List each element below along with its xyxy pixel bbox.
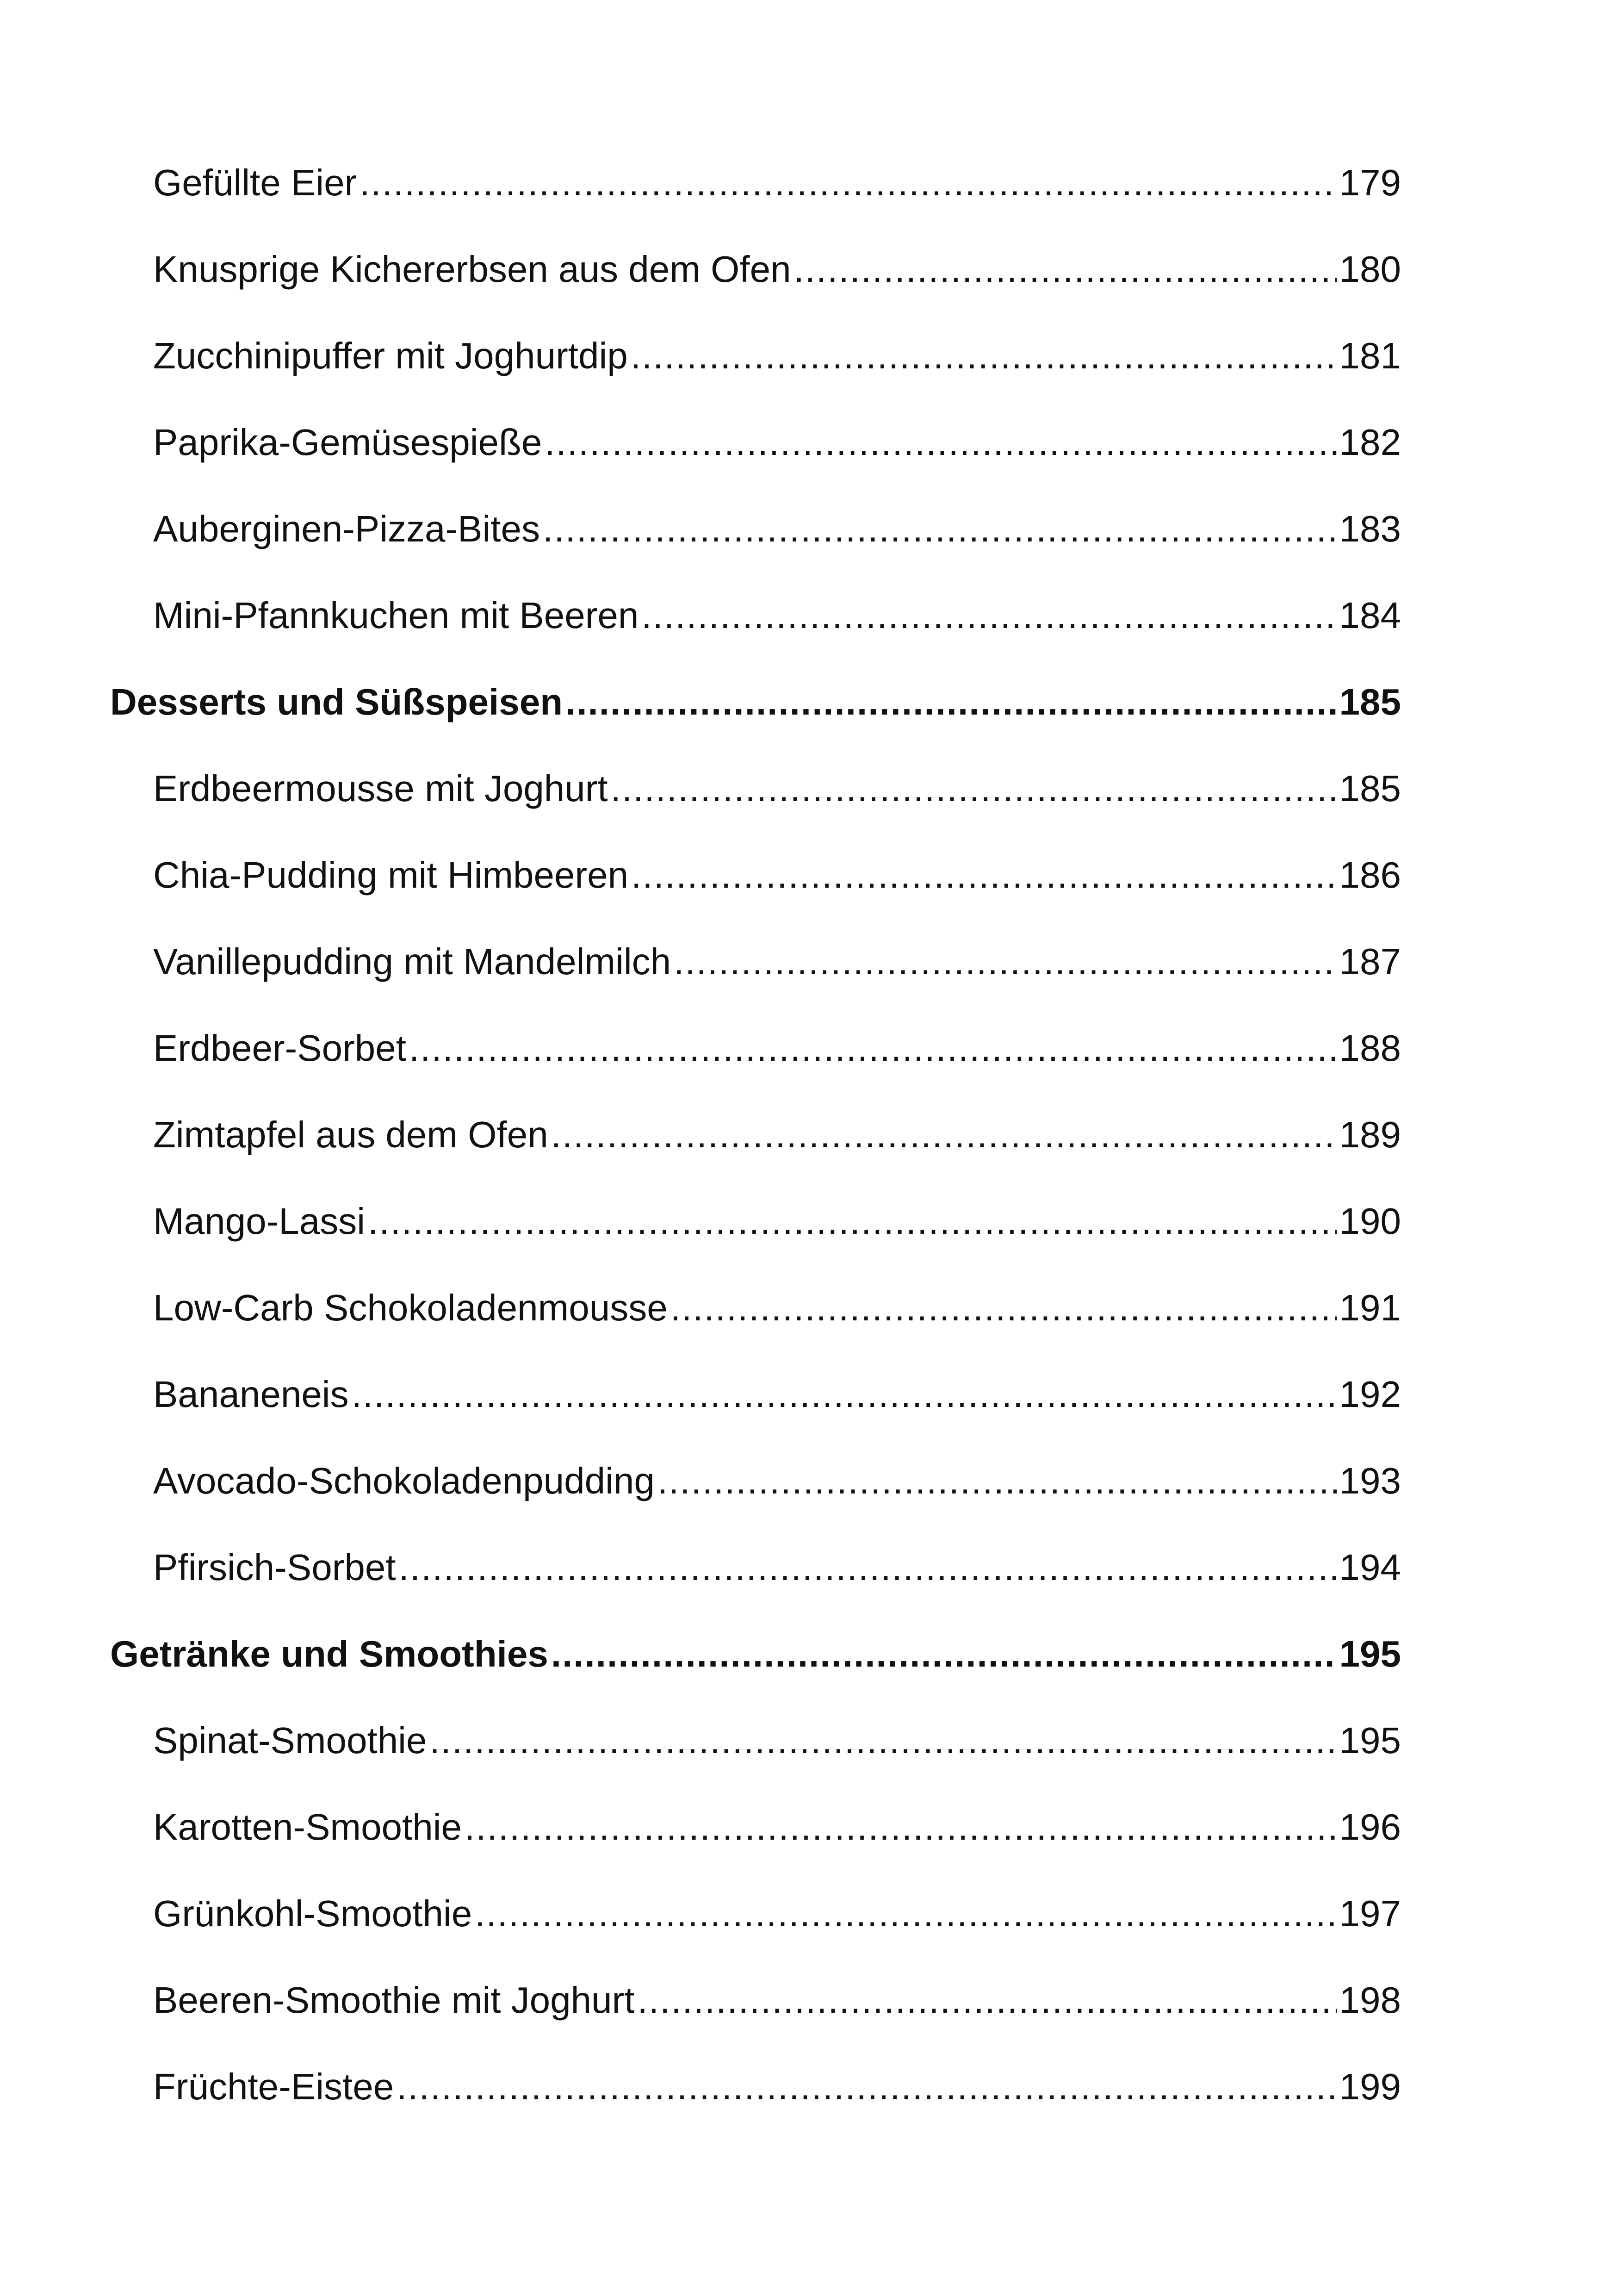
toc-entry-page: 195 — [1339, 1720, 1401, 1761]
toc-entry-page: 181 — [1339, 335, 1401, 376]
toc-entry-title: Zimtapfel aus dem Ofen — [153, 1114, 548, 1155]
toc-entry-title: Spinat-Smoothie — [153, 1720, 427, 1761]
toc-entry[interactable] — [110, 1027, 1401, 1116]
toc-chapter-title: Getränke und Smoothies — [110, 1633, 548, 1674]
toc-entry[interactable] — [110, 1549, 1401, 1636]
dot-leader — [638, 1982, 1337, 2019]
toc-entry-page: 179 — [1339, 162, 1401, 203]
toc-entry-page: 194 — [1339, 1547, 1401, 1588]
toc-entry-page: 197 — [1339, 1893, 1401, 1934]
toc-entry-title: Avocado-Schokoladenpudding — [153, 1460, 655, 1501]
toc-entry-page: 186 — [1339, 854, 1401, 896]
toc-entry[interactable] — [110, 597, 1401, 684]
toc-entry-title: Pfirsich-Sorbet — [153, 1547, 396, 1588]
toc-entry-title: Chia-Pudding mit Himbeeren — [153, 854, 629, 896]
dot-leader — [360, 164, 1336, 201]
toc-chapter-entry[interactable] — [110, 681, 1401, 770]
toc-entry[interactable] — [110, 854, 1401, 943]
toc-entry-title: Knusprige Kichererbsen aus dem Ofen — [153, 249, 791, 290]
toc-entry-title: Beeren-Smoothie mit Joghurt — [153, 1979, 635, 2021]
toc-entry-page: 190 — [1339, 1201, 1401, 1242]
dot-leader — [543, 510, 1337, 548]
toc-entry[interactable] — [110, 510, 1401, 597]
dot-leader — [641, 597, 1336, 634]
dot-leader — [794, 251, 1337, 288]
toc-entry[interactable] — [110, 943, 1401, 1030]
toc-entry[interactable] — [110, 1462, 1401, 1549]
toc-entry-page: 183 — [1339, 508, 1401, 549]
dot-leader — [611, 770, 1337, 807]
dot-leader — [545, 424, 1336, 461]
toc-entry-title: Gefüllte Eier — [153, 162, 357, 203]
toc-entry-title: Mango-Lassi — [153, 1201, 366, 1242]
toc-entry-page: 180 — [1339, 249, 1401, 290]
toc-entry[interactable] — [110, 770, 1401, 857]
toc-entry-page: 199 — [1339, 2066, 1401, 2107]
dot-leader — [352, 1376, 1337, 1413]
toc-entry-page: 185 — [1339, 768, 1401, 809]
toc-entry-page: 182 — [1339, 422, 1401, 463]
dot-leader — [429, 1722, 1336, 1759]
dot-leader — [551, 1116, 1337, 1153]
toc-entry[interactable] — [110, 424, 1401, 510]
toc-entry-page: 187 — [1339, 941, 1401, 982]
dot-leader — [657, 1462, 1337, 1500]
toc-entry-page: 198 — [1339, 1979, 1401, 2021]
toc-entry-title: Paprika-Gemüsespieße — [153, 422, 542, 463]
toc-chapter-page: 185 — [1339, 681, 1401, 722]
dot-leader — [670, 1289, 1337, 1326]
toc-entry-title: Karotten-Smoothie — [153, 1806, 462, 1848]
toc-entry-title: Low-Carb Schokoladenmousse — [153, 1287, 668, 1328]
toc-entry-title: Grünkohl-Smoothie — [153, 1893, 472, 1934]
toc-entry-page: 188 — [1339, 1027, 1401, 1069]
toc-entry-title: Zucchinipuffer mit Joghurtdip — [153, 335, 628, 376]
dot-leader — [475, 1895, 1336, 1932]
toc-entry[interactable] — [110, 1289, 1401, 1376]
toc-entry[interactable] — [110, 251, 1401, 337]
toc-chapter-page: 195 — [1339, 1633, 1401, 1674]
table-of-contents — [110, 164, 1401, 2155]
dot-leader — [399, 1549, 1337, 1586]
dot-leader — [368, 1203, 1337, 1240]
toc-chapter-entry[interactable] — [110, 1633, 1401, 1722]
toc-chapter-title: Desserts und Süßspeisen — [110, 681, 563, 722]
dot-leader — [631, 337, 1337, 374]
toc-entry-title: Vanillepudding mit Mandelmilch — [153, 941, 671, 982]
toc-entry-page: 196 — [1339, 1806, 1401, 1848]
toc-entry[interactable] — [110, 337, 1401, 424]
toc-entry[interactable] — [110, 1722, 1401, 1809]
toc-entry[interactable] — [110, 1979, 1401, 2068]
toc-entry-title: Erdbeermousse mit Joghurt — [153, 768, 608, 809]
dot-leader — [465, 1809, 1336, 1846]
toc-entry[interactable] — [110, 1806, 1401, 1895]
toc-entry[interactable] — [110, 1895, 1401, 1982]
toc-entry[interactable] — [110, 2068, 1401, 2155]
toc-entry-page: 191 — [1339, 1287, 1401, 1328]
toc-entry-title: Früchte-Eistee — [153, 2066, 394, 2107]
dot-leader — [409, 1030, 1337, 1067]
dot-leader — [631, 857, 1336, 894]
dot-leader — [674, 943, 1336, 980]
toc-entry[interactable] — [110, 164, 1401, 251]
toc-entry[interactable] — [110, 1116, 1401, 1203]
dot-leader — [397, 2068, 1336, 2105]
toc-entry-page: 193 — [1339, 1460, 1401, 1501]
toc-entry-page: 189 — [1339, 1114, 1401, 1155]
dot-leader — [551, 1636, 1337, 1673]
toc-entry-title: Mini-Pfannkuchen mit Beeren — [153, 595, 639, 636]
toc-entry-title: Erdbeer-Sorbet — [153, 1027, 406, 1069]
toc-entry[interactable] — [110, 1376, 1401, 1462]
toc-entry-page: 192 — [1339, 1374, 1401, 1415]
toc-entry-title: Auberginen-Pizza-Bites — [153, 508, 540, 549]
dot-leader — [565, 684, 1336, 721]
toc-entry[interactable] — [110, 1203, 1401, 1289]
toc-entry-page: 184 — [1339, 595, 1401, 636]
toc-entry-title: Bananeneis — [153, 1374, 349, 1415]
